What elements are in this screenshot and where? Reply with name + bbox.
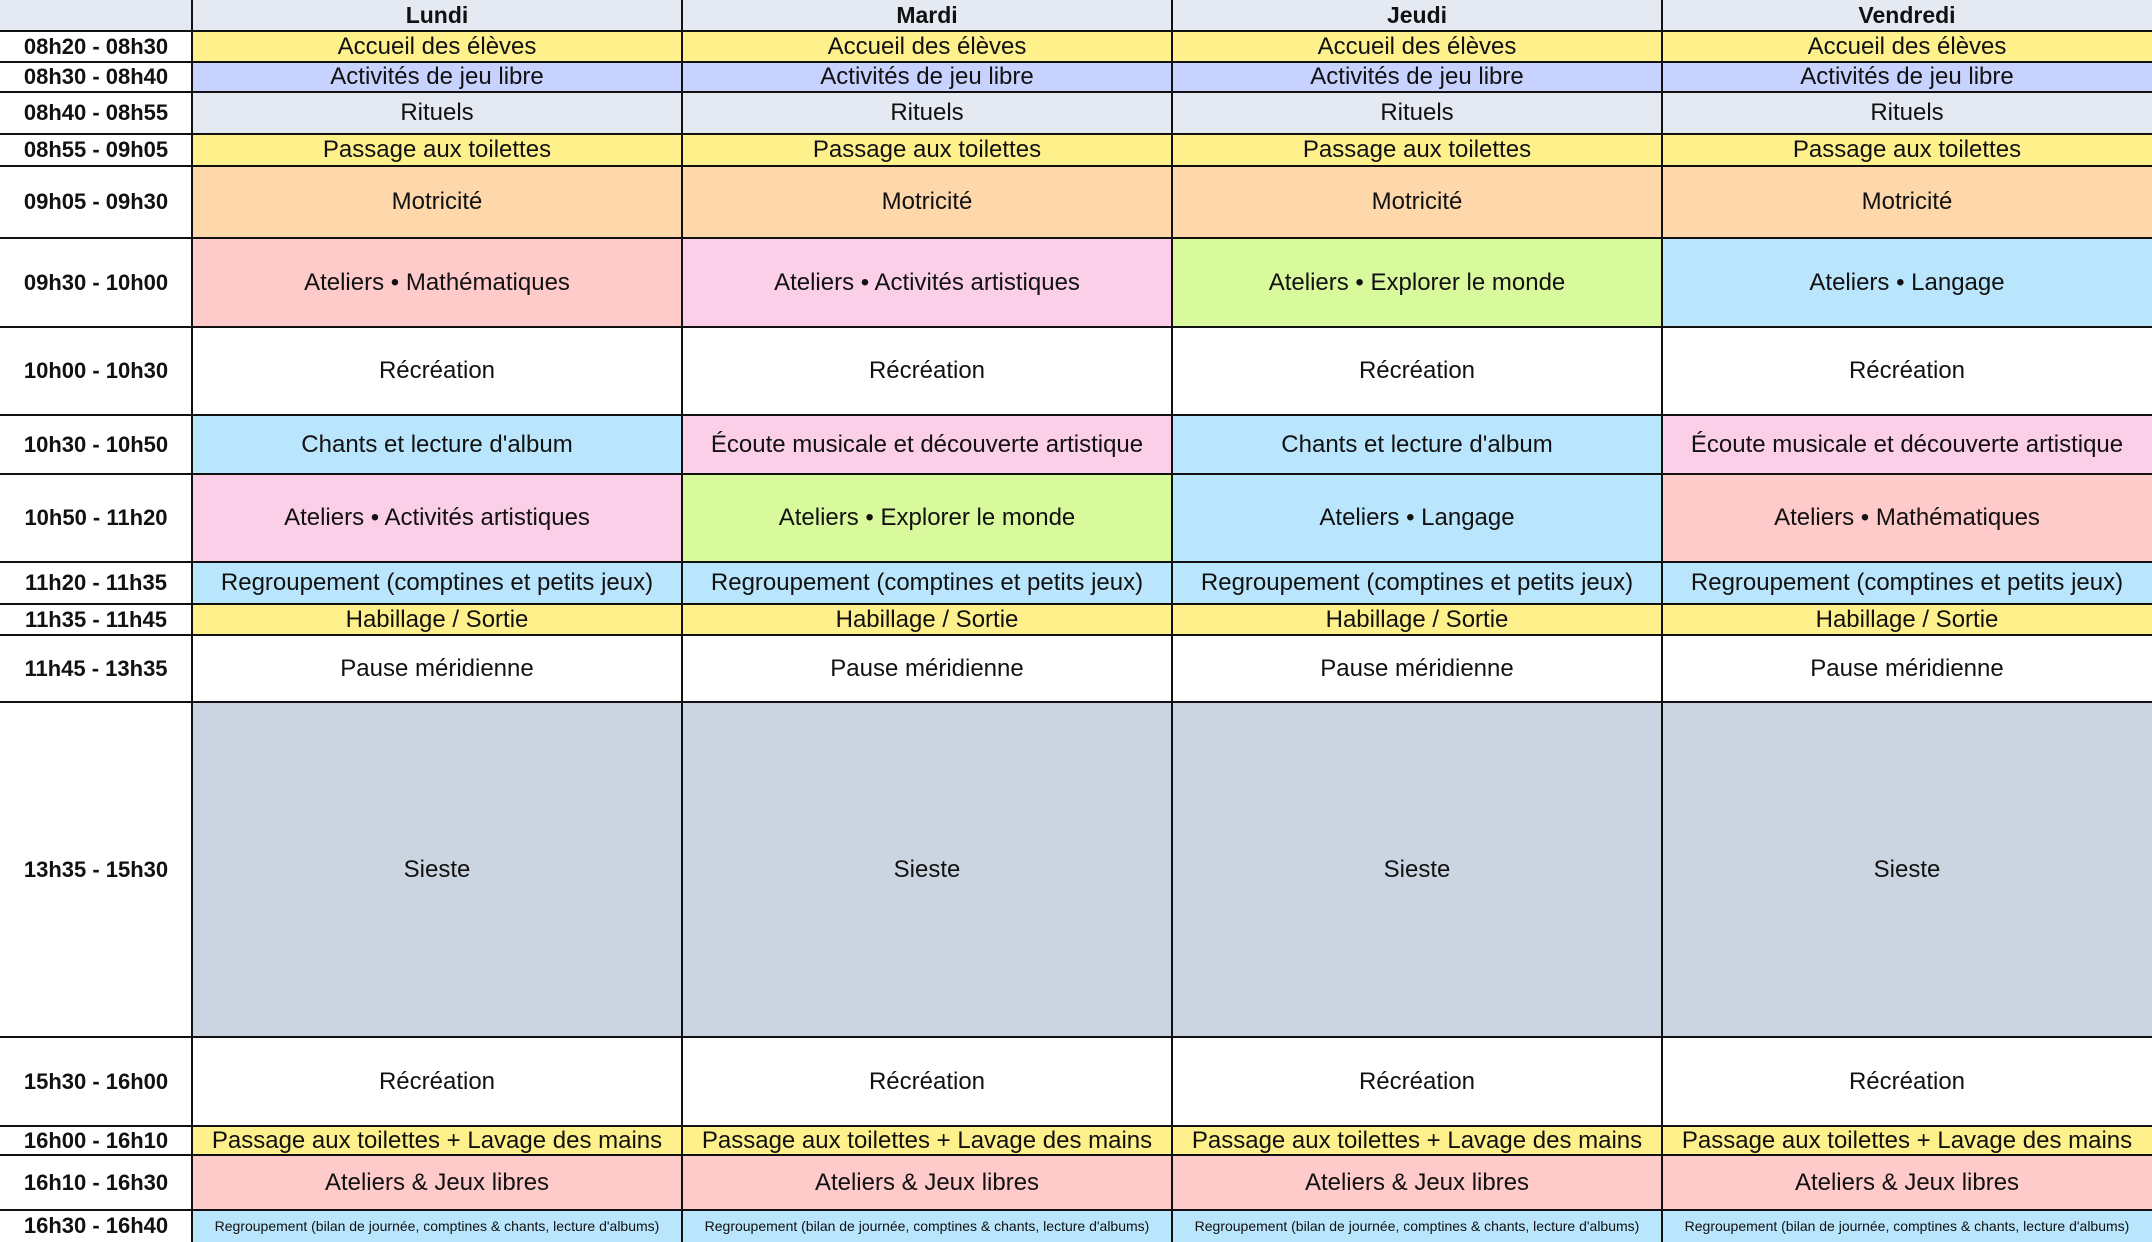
activity-cell: Rituels (682, 92, 1172, 134)
time-slot-label: 11h35 - 11h45 (0, 604, 192, 635)
activity-cell: Passage aux toilettes + Lavage des mains (192, 1126, 682, 1155)
activity-cell: Accueil des élèves (1662, 31, 2152, 62)
activity-cell: Chants et lecture d'album (192, 415, 682, 474)
activity-cell: Sieste (1662, 702, 2152, 1037)
grid-line-horizontal (0, 473, 2152, 475)
activity-cell: Ateliers • Mathématiques (192, 238, 682, 327)
activity-cell: Ateliers & Jeux libres (192, 1155, 682, 1210)
grid-line-horizontal (0, 61, 2152, 63)
activity-cell: Pause méridienne (1662, 635, 2152, 702)
time-slot-label: 15h30 - 16h00 (0, 1037, 192, 1126)
activity-cell: Accueil des élèves (192, 31, 682, 62)
grid-line-horizontal (0, 634, 2152, 636)
activity-cell: Chants et lecture d'album (1172, 415, 1662, 474)
grid-line-vertical (191, 0, 193, 1242)
activity-cell: Passage aux toilettes (192, 134, 682, 166)
grid-line-horizontal (0, 1154, 2152, 1156)
activity-cell: Récréation (192, 1037, 682, 1126)
activity-cell: Pause méridienne (1172, 635, 1662, 702)
activity-cell: Ateliers • Activités artistiques (192, 474, 682, 562)
grid-line-horizontal (0, 603, 2152, 605)
activity-cell: Ateliers & Jeux libres (682, 1155, 1172, 1210)
activity-cell: Récréation (1172, 327, 1662, 415)
activity-cell: Activités de jeu libre (1172, 62, 1662, 92)
activity-cell: Ateliers • Mathématiques (1662, 474, 2152, 562)
grid-line-horizontal (0, 30, 2152, 32)
day-header-lundi: Lundi (192, 0, 682, 31)
activity-cell: Habillage / Sortie (1662, 604, 2152, 635)
activity-cell: Ateliers • Activités artistiques (682, 238, 1172, 327)
grid-line-horizontal (0, 165, 2152, 167)
activity-cell: Passage aux toilettes + Lavage des mains (1172, 1126, 1662, 1155)
activity-cell: Passage aux toilettes + Lavage des mains (1662, 1126, 2152, 1155)
activity-cell: Ateliers • Explorer le monde (682, 474, 1172, 562)
grid-line-vertical (1171, 0, 1173, 1242)
time-slot-label: 10h00 - 10h30 (0, 327, 192, 415)
grid-line-horizontal (0, 701, 2152, 703)
grid-line-horizontal (0, 91, 2152, 93)
activity-cell: Ateliers & Jeux libres (1172, 1155, 1662, 1210)
activity-cell: Sieste (1172, 702, 1662, 1037)
grid-line-horizontal (0, 326, 2152, 328)
grid-line-horizontal (0, 1209, 2152, 1211)
activity-cell: Habillage / Sortie (682, 604, 1172, 635)
activity-cell: Rituels (1172, 92, 1662, 134)
activity-cell: Sieste (192, 702, 682, 1037)
activity-cell: Pause méridienne (682, 635, 1172, 702)
activity-cell: Rituels (192, 92, 682, 134)
time-slot-label: 11h20 - 11h35 (0, 562, 192, 604)
activity-cell: Récréation (682, 1037, 1172, 1126)
activity-cell: Écoute musicale et découverte artistique (1662, 415, 2152, 474)
activity-cell: Accueil des élèves (682, 31, 1172, 62)
time-slot-label: 16h10 - 16h30 (0, 1155, 192, 1210)
grid-line-vertical (1661, 0, 1663, 1242)
activity-cell: Regroupement (comptines et petits jeux) (192, 562, 682, 604)
day-header-vendredi: Vendredi (1662, 0, 2152, 31)
activity-cell: Activités de jeu libre (1662, 62, 2152, 92)
activity-cell: Passage aux toilettes (682, 134, 1172, 166)
activity-cell: Récréation (1662, 1037, 2152, 1126)
time-slot-label: 08h55 - 09h05 (0, 134, 192, 166)
time-slot-label: 11h45 - 13h35 (0, 635, 192, 702)
activity-cell: Passage aux toilettes + Lavage des mains (682, 1126, 1172, 1155)
day-header-mardi: Mardi (682, 0, 1172, 31)
activity-cell: Regroupement (comptines et petits jeux) (682, 562, 1172, 604)
activity-cell: Rituels (1662, 92, 2152, 134)
activity-cell: Regroupement (bilan de journée, comptines & chants, lecture d'albums) (1172, 1210, 1662, 1242)
activity-cell: Pause méridienne (192, 635, 682, 702)
grid-line-vertical (681, 0, 683, 1242)
grid-line-horizontal (0, 133, 2152, 135)
activity-cell: Ateliers • Langage (1172, 474, 1662, 562)
activity-cell: Regroupement (bilan de journée, comptines & chants, lecture d'albums) (682, 1210, 1172, 1242)
time-slot-label: 13h35 - 15h30 (0, 702, 192, 1037)
activity-cell: Accueil des élèves (1172, 31, 1662, 62)
activity-cell: Activités de jeu libre (192, 62, 682, 92)
activity-cell: Activités de jeu libre (682, 62, 1172, 92)
time-slot-label: 10h50 - 11h20 (0, 474, 192, 562)
activity-cell: Récréation (1662, 327, 2152, 415)
activity-cell: Ateliers & Jeux libres (1662, 1155, 2152, 1210)
time-slot-label: 10h30 - 10h50 (0, 415, 192, 474)
activity-cell: Passage aux toilettes (1172, 134, 1662, 166)
activity-cell: Récréation (192, 327, 682, 415)
grid-line-horizontal (0, 561, 2152, 563)
grid-line-horizontal (0, 1036, 2152, 1038)
activity-cell: Motricité (1662, 166, 2152, 238)
activity-cell: Motricité (1172, 166, 1662, 238)
header-corner (0, 0, 192, 31)
activity-cell: Regroupement (bilan de journée, comptines & chants, lecture d'albums) (1662, 1210, 2152, 1242)
time-slot-label: 09h05 - 09h30 (0, 166, 192, 238)
activity-cell: Habillage / Sortie (192, 604, 682, 635)
activity-cell: Motricité (682, 166, 1172, 238)
time-slot-label: 08h40 - 08h55 (0, 92, 192, 134)
activity-cell: Ateliers • Explorer le monde (1172, 238, 1662, 327)
time-slot-label: 16h00 - 16h10 (0, 1126, 192, 1155)
time-slot-label: 08h20 - 08h30 (0, 31, 192, 62)
time-slot-label: 16h30 - 16h40 (0, 1210, 192, 1242)
activity-cell: Sieste (682, 702, 1172, 1037)
grid-line-horizontal (0, 1125, 2152, 1127)
time-slot-label: 09h30 - 10h00 (0, 238, 192, 327)
activity-cell: Ateliers • Langage (1662, 238, 2152, 327)
activity-cell: Écoute musicale et découverte artistique (682, 415, 1172, 474)
activity-cell: Regroupement (comptines et petits jeux) (1172, 562, 1662, 604)
activity-cell: Récréation (682, 327, 1172, 415)
activity-cell: Passage aux toilettes (1662, 134, 2152, 166)
activity-cell: Motricité (192, 166, 682, 238)
time-slot-label: 08h30 - 08h40 (0, 62, 192, 92)
activity-cell: Habillage / Sortie (1172, 604, 1662, 635)
grid-line-horizontal (0, 414, 2152, 416)
grid-line-horizontal (0, 237, 2152, 239)
activity-cell: Regroupement (bilan de journée, comptines & chants, lecture d'albums) (192, 1210, 682, 1242)
day-header-jeudi: Jeudi (1172, 0, 1662, 31)
activity-cell: Regroupement (comptines et petits jeux) (1662, 562, 2152, 604)
activity-cell: Récréation (1172, 1037, 1662, 1126)
